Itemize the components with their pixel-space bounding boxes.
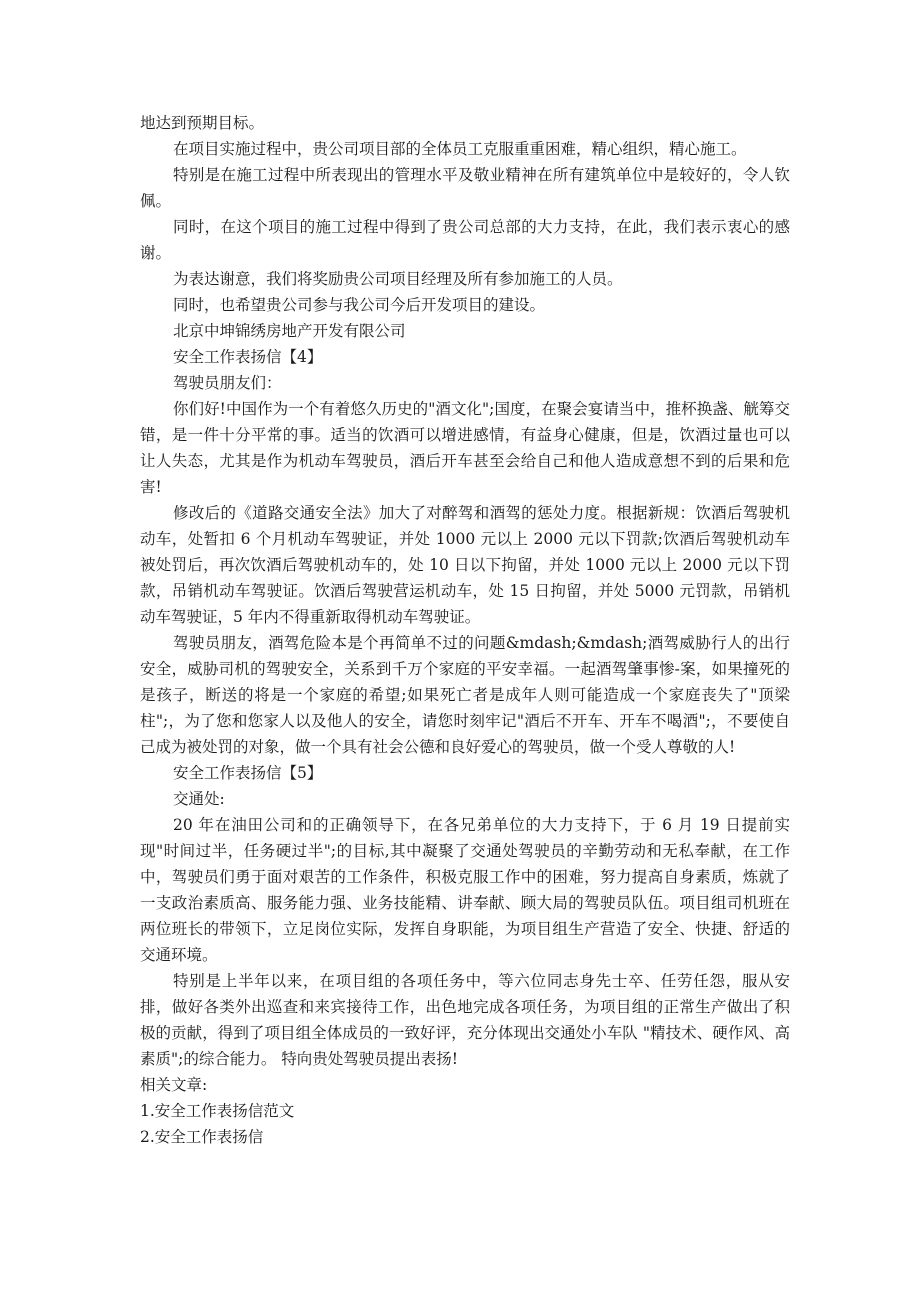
paragraph: 安全工作表扬信【5】 — [173, 764, 323, 782]
paragraph: 地达到预期目标。 — [140, 114, 265, 132]
paragraph: 修改后的《道路交通安全法》加大了对醉驾和酒驾的惩处力度。根据新规：饮酒后驾驶机动车，处暂扣 6 个月机动车驾驶证，并处 1000 元以上 2000 元以下罚款;饮酒后驾驶机动车被处罚后，再次饮酒后驾驶机动车的，处 10 日以下拘留，并处 1000 元以上 2000 元以下罚款，吊销机动车驾驶证。饮酒后驾驶营运机动车，处 15 日拘留，并处 5000 元罚款，吊销机动车驾驶证，5 年内不得重新取得机动车驾驶证。 — [140, 504, 790, 626]
paragraph: 北京中坤锦绣房地产开发有限公司 — [173, 322, 406, 340]
paragraph: 交通处: — [173, 790, 225, 808]
paragraph: 同时，在这个项目的施工过程中得到了贵公司总部的大力支持，在此，我们表示衷心的感谢。 — [140, 218, 790, 262]
document-page — [140, 110, 790, 1150]
paragraph: 你们好!中国作为一个有着悠久历史的"酒文化";国度，在聚会宴请当中，推杯换盏、觥筹交错，是一件十分平常的事。适当的饮酒可以增进感情，有益身心健康，但是，饮酒过量也可以让人失态，尤其是作为机动车驾驶员，酒后开车甚至会给自己和他人造成意想不到的后果和危害! — [140, 400, 790, 496]
paragraph: 在项目实施过程中，贵公司项目部的全体员工克服重重困难，精心组织，精心施工。 — [173, 140, 747, 158]
related-articles — [140, 1072, 790, 1150]
paragraph: 安全工作表扬信【4】 — [173, 348, 323, 366]
related-articles-heading: 相关文章: — [140, 1076, 208, 1094]
paragraph: 为表达谢意，我们将奖励贵公司项目经理及所有参加施工的人员。 — [173, 270, 623, 288]
related-article-link[interactable]: 2.安全工作表扬信 — [140, 1128, 264, 1146]
paragraph: 特别是上半年以来，在项目组的各项任务中，等六位同志身先士卒、任劳任怨，服从安排，做好各类外出巡查和来宾接待工作，出色地完成各项任务，为项目组的正常生产做出了积极的贡献，得到了项目组全体成员的一致好评，充分体现出交通处小车队 "精技术、硬作风、高素质";的综合能力。 特向贵处驾驶员提出表扬! — [140, 972, 790, 1068]
paragraph: 20 年在油田公司和的正确领导下，在各兄弟单位的大力支持下，于 6 月 19 日提前实现"时间过半，任务硬过半";的目标,其中凝聚了交通处驾驶员的辛勤劳动和无私奉献，在工作中，驾驶员们勇于面对艰苦的工作条件，积极克服工作中的困难，努力提高自身素质，炼就了一支政治素质高、服务能力强、业务技能精、讲奉献、顾大局的驾驶员队伍。项目组司机班在两位班长的带领下，立足岗位实际，发挥自身职能，为项目组生产营造了安全、快捷、舒适的交通环境。 — [140, 816, 790, 964]
paragraph: 同时，也希望贵公司参与我公司今后开发项目的建设。 — [173, 296, 546, 314]
paragraph: 特别是在施工过程中所表现出的管理水平及敬业精神在所有建筑单位中是较好的，令人钦佩。 — [140, 166, 790, 210]
letter-body — [140, 110, 790, 1072]
paragraph: 驾驶员朋友，酒驾危险本是个再简单不过的问题&mdash;&mdash;酒驾威胁行人的出行安全，威胁司机的驾驶安全，关系到千万个家庭的平安幸福。一起酒驾肇事惨-案，如果撞死的是孩子，断送的将是一个家庭的希望;如果死亡者是成年人则可能造成一个家庭丧失了"顶梁柱";，为了您和您家人以及他人的安全，请您时刻牢记"酒后不开车、开车不喝酒";，不要使自己成为被处罚的对象，做一个具有社会公德和良好爱心的驾驶员，做一个受人尊敬的人! — [140, 634, 790, 756]
related-article-link[interactable]: 1.安全工作表扬信范文 — [140, 1102, 295, 1120]
paragraph: 驾驶员朋友们： — [173, 374, 282, 392]
